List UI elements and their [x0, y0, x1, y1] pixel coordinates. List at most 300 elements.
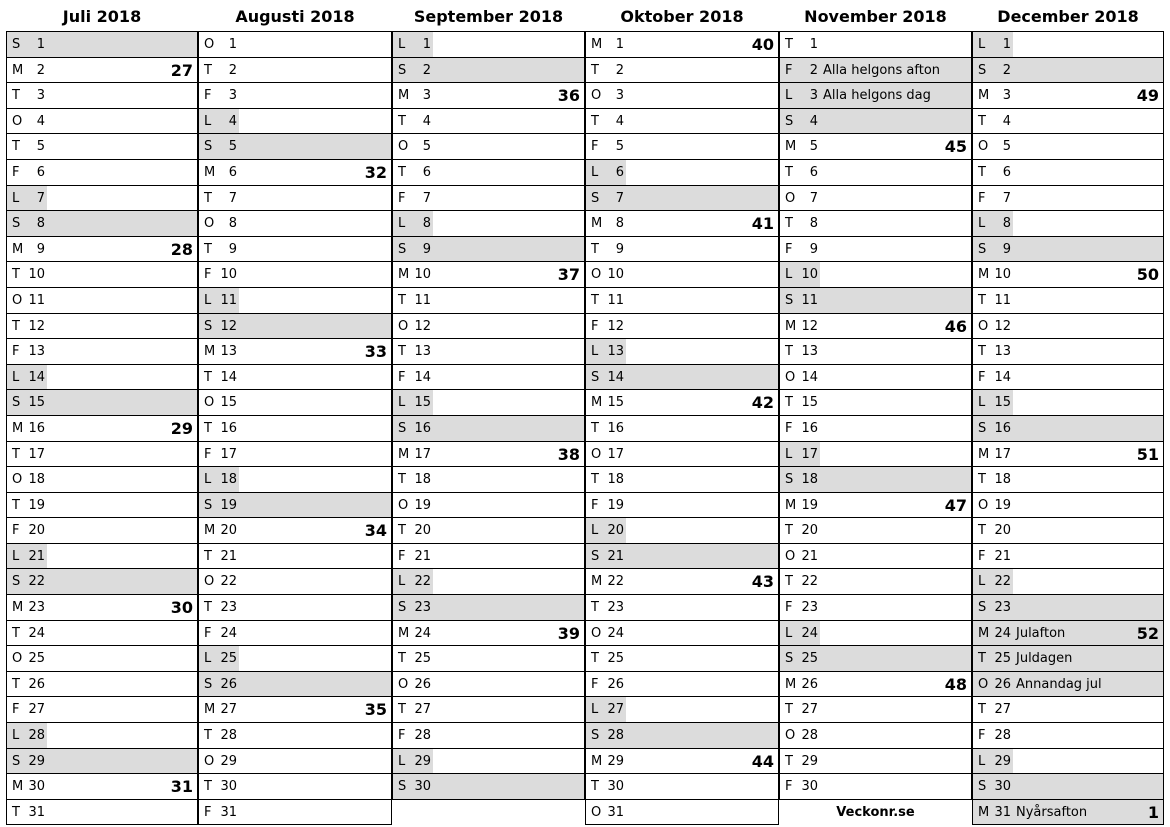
day-row	[586, 313, 778, 339]
sunday-shade	[626, 186, 778, 211]
day-number: 3	[422, 88, 431, 104]
day-number: 30	[414, 779, 431, 795]
day-number: 8	[228, 216, 237, 232]
weekday-letter: T	[204, 62, 212, 78]
day-row	[7, 159, 197, 185]
day-number: 20	[220, 523, 237, 539]
day-number: 25	[607, 651, 624, 667]
day-number: 1	[1002, 37, 1011, 52]
day-row	[393, 645, 584, 671]
day-number: 21	[607, 548, 624, 564]
day-number: 1	[422, 37, 431, 52]
day-row	[199, 415, 391, 441]
weekday-letter: S	[12, 395, 21, 411]
day-number: 4	[422, 113, 431, 129]
day-number: 1	[615, 37, 624, 52]
week-number: 52	[1136, 623, 1159, 643]
day-number: 28	[28, 728, 45, 744]
day-row	[586, 159, 778, 185]
day-number: 21	[414, 548, 431, 564]
day-row	[973, 82, 1163, 108]
day-row	[586, 210, 778, 236]
weekday-letter: T	[785, 344, 793, 360]
week-number: 33	[364, 342, 387, 362]
weekday-letter: M	[978, 804, 990, 820]
sunday-shade	[1013, 237, 1163, 262]
weekday-letter: M	[785, 676, 797, 692]
weekday-letter: F	[785, 779, 793, 795]
day-number: 24	[801, 625, 818, 641]
weekday-letter: T	[591, 62, 599, 78]
day-row	[586, 543, 778, 569]
day-number: 10	[414, 267, 431, 283]
day-row	[780, 492, 971, 518]
day-row	[7, 722, 197, 748]
day-row	[973, 568, 1163, 594]
sunday-shade	[626, 365, 778, 390]
week-number: 50	[1136, 265, 1159, 285]
sunday-shade	[433, 58, 584, 83]
weekday-letter: S	[12, 216, 21, 232]
sunday-shade	[626, 544, 778, 569]
day-row	[780, 133, 971, 159]
weekday-letter: M	[978, 267, 990, 283]
day-number: 9	[228, 241, 237, 257]
day-row	[973, 185, 1163, 211]
day-number: 25	[994, 651, 1011, 667]
day-number: 14	[994, 369, 1011, 385]
day-row	[7, 338, 197, 364]
day-number: 13	[220, 344, 237, 360]
day-row	[973, 748, 1163, 774]
weekday-letter: F	[591, 676, 599, 692]
day-number: 17	[801, 446, 818, 462]
day-row	[7, 185, 197, 211]
weekday-letter: O	[785, 190, 796, 206]
day-row	[199, 492, 391, 518]
week-number: 42	[751, 393, 774, 413]
weekday-letter: M	[204, 164, 216, 180]
weekday-letter: L	[12, 190, 20, 206]
weekday-letter: L	[398, 574, 406, 590]
day-row	[586, 645, 778, 671]
week-number: 45	[944, 137, 967, 157]
sunday-shade	[47, 569, 197, 594]
weekday-letter: S	[978, 420, 987, 436]
weekday-letter: M	[12, 62, 24, 78]
day-row	[393, 31, 584, 57]
day-number: 27	[28, 702, 45, 718]
day-row	[586, 185, 778, 211]
sunday-shade	[47, 32, 197, 57]
day-number: 6	[36, 164, 45, 180]
day-number: 9	[36, 241, 45, 257]
month-title: December 2018	[997, 7, 1139, 26]
weekday-letter: O	[978, 139, 989, 155]
week-number: 27	[170, 60, 193, 80]
weekday-letter: T	[591, 651, 599, 667]
day-number: 14	[414, 369, 431, 385]
day-list	[972, 31, 1164, 825]
day-row	[7, 620, 197, 646]
day-number: 13	[414, 344, 431, 360]
day-number: 19	[607, 497, 624, 513]
day-row	[780, 671, 971, 697]
day-number: 25	[414, 651, 431, 667]
day-row	[586, 620, 778, 646]
weekday-letter: S	[591, 548, 600, 564]
sunday-shade	[433, 237, 584, 262]
day-row	[973, 338, 1163, 364]
weekday-letter: L	[591, 523, 599, 539]
day-number: 13	[801, 344, 818, 360]
day-row	[586, 492, 778, 518]
day-row	[7, 645, 197, 671]
day-number: 17	[28, 446, 45, 462]
day-number: 14	[28, 369, 45, 385]
day-row	[586, 671, 778, 697]
day-row	[586, 261, 778, 287]
day-number: 30	[28, 779, 45, 795]
day-number: 3	[228, 88, 237, 104]
day-number: 16	[994, 420, 1011, 436]
weekday-letter: F	[12, 702, 20, 718]
day-row	[199, 159, 391, 185]
day-number: 11	[994, 292, 1011, 308]
day-row	[780, 773, 971, 799]
day-row	[973, 415, 1163, 441]
weekday-letter: L	[12, 728, 20, 744]
weekday-letter: T	[204, 420, 212, 436]
weekday-letter: F	[12, 164, 20, 180]
day-row	[199, 799, 391, 825]
weekday-letter: T	[12, 625, 20, 641]
weekday-letter: O	[12, 113, 23, 129]
weekday-letter: F	[785, 62, 793, 78]
day-row	[780, 82, 971, 108]
sunday-shade	[239, 493, 391, 518]
day-number: 5	[36, 139, 45, 155]
weekday-letter: T	[12, 88, 20, 104]
day-row	[393, 364, 584, 390]
day-number: 17	[414, 446, 431, 462]
day-row	[7, 671, 197, 697]
weekday-letter: L	[978, 37, 986, 52]
day-row	[780, 517, 971, 543]
day-number: 9	[615, 241, 624, 257]
sunday-shade	[820, 109, 971, 134]
day-number: 22	[801, 574, 818, 590]
day-number: 17	[994, 446, 1011, 462]
weekday-letter: S	[785, 292, 794, 308]
day-number: 20	[994, 523, 1011, 539]
sunday-shade	[433, 416, 584, 441]
day-number: 12	[28, 318, 45, 334]
weekday-letter: L	[398, 395, 406, 411]
weekday-letter: O	[204, 37, 215, 52]
weekday-letter: T	[785, 216, 793, 232]
day-number: 5	[615, 139, 624, 155]
day-number: 26	[28, 676, 45, 692]
day-number: 12	[607, 318, 624, 334]
weekday-letter: F	[204, 446, 212, 462]
weekday-letter: O	[398, 139, 409, 155]
day-row	[780, 645, 971, 671]
weekday-letter: T	[978, 702, 986, 718]
week-number: 31	[170, 777, 193, 797]
weekday-letter: O	[398, 676, 409, 692]
sunday-shade	[47, 749, 197, 774]
day-number: 29	[994, 753, 1011, 769]
weekday-letter: F	[785, 241, 793, 257]
weekday-letter: T	[978, 344, 986, 360]
day-number: 29	[414, 753, 431, 769]
day-number: 30	[607, 779, 624, 795]
day-row	[199, 236, 391, 262]
weekday-letter: S	[204, 676, 213, 692]
day-number: 5	[809, 139, 818, 155]
day-number: 6	[615, 164, 624, 180]
weekday-letter: F	[398, 190, 406, 206]
day-row	[199, 82, 391, 108]
weekday-letter: L	[785, 446, 793, 462]
day-row	[199, 261, 391, 287]
weekday-letter: T	[204, 241, 212, 257]
weekday-letter: L	[978, 753, 986, 769]
week-number: 43	[751, 572, 774, 592]
day-row	[393, 441, 584, 467]
weekday-letter: S	[398, 420, 407, 436]
weekday-letter: M	[978, 446, 990, 462]
sunday-shade	[820, 288, 971, 313]
day-number: 23	[994, 600, 1011, 616]
day-list	[6, 31, 198, 825]
day-row	[973, 159, 1163, 185]
day-row	[973, 620, 1163, 646]
day-number: 23	[801, 600, 818, 616]
day-number: 26	[220, 676, 237, 692]
weekday-letter: L	[12, 369, 20, 385]
weekday-letter: T	[591, 241, 599, 257]
weekday-letter: O	[978, 676, 989, 692]
day-row	[973, 696, 1163, 722]
weekday-letter: L	[591, 344, 599, 360]
day-row	[393, 722, 584, 748]
day-row	[393, 492, 584, 518]
day-number: 23	[414, 600, 431, 616]
day-row	[586, 236, 778, 262]
day-number: 15	[607, 395, 624, 411]
day-number: 29	[607, 753, 624, 769]
day-number: 27	[801, 702, 818, 718]
sunday-shade	[1013, 774, 1163, 799]
day-number: 20	[414, 523, 431, 539]
weekday-letter: S	[204, 139, 213, 155]
weekday-letter: M	[591, 216, 603, 232]
day-number: 6	[228, 164, 237, 180]
day-row	[393, 748, 584, 774]
weekday-letter: F	[785, 600, 793, 616]
day-row	[586, 338, 778, 364]
sunday-shade	[47, 211, 197, 236]
day-number: 1	[36, 37, 45, 52]
month-title: Oktober 2018	[620, 7, 744, 26]
day-number: 15	[994, 395, 1011, 411]
weekday-letter: M	[398, 88, 410, 104]
weekday-letter: M	[398, 446, 410, 462]
day-number: 20	[28, 523, 45, 539]
day-number: 22	[28, 574, 45, 590]
day-number: 26	[414, 676, 431, 692]
holiday-name: Annandag jul	[1016, 676, 1102, 692]
day-number: 18	[414, 472, 431, 488]
day-row	[199, 594, 391, 620]
day-row	[586, 722, 778, 748]
day-number: 29	[28, 753, 45, 769]
day-number: 18	[28, 472, 45, 488]
day-number: 2	[36, 62, 45, 78]
day-number: 4	[1002, 113, 1011, 129]
day-number: 16	[28, 420, 45, 436]
day-number: 11	[220, 292, 237, 308]
day-number: 7	[1002, 190, 1011, 206]
day-number: 22	[220, 574, 237, 590]
weekday-letter: O	[204, 216, 215, 232]
day-row	[393, 287, 584, 313]
day-number: 30	[220, 779, 237, 795]
week-number: 37	[557, 265, 580, 285]
day-row	[780, 261, 971, 287]
day-row	[586, 82, 778, 108]
weekday-letter: O	[591, 446, 602, 462]
day-row	[7, 313, 197, 339]
week-number: 49	[1136, 86, 1159, 106]
day-number: 2	[809, 62, 818, 78]
day-row	[586, 748, 778, 774]
day-row	[393, 185, 584, 211]
weekday-letter: O	[12, 472, 23, 488]
week-number: 44	[751, 751, 774, 771]
week-number: 28	[170, 239, 193, 259]
weekday-letter: O	[398, 497, 409, 513]
day-row	[586, 133, 778, 159]
weekday-letter: T	[12, 446, 20, 462]
day-row	[780, 159, 971, 185]
day-row	[199, 441, 391, 467]
day-number: 25	[220, 651, 237, 667]
day-row	[199, 620, 391, 646]
weekday-letter: S	[785, 651, 794, 667]
day-row	[586, 57, 778, 83]
day-number: 12	[801, 318, 818, 334]
day-number: 19	[994, 497, 1011, 513]
day-number: 24	[607, 625, 624, 641]
week-number: 40	[751, 35, 774, 54]
day-number: 23	[220, 600, 237, 616]
weekday-letter: L	[785, 625, 793, 641]
day-row	[973, 364, 1163, 390]
day-row	[393, 210, 584, 236]
weekday-letter: T	[785, 753, 793, 769]
weekday-letter: F	[204, 625, 212, 641]
day-number: 29	[801, 753, 818, 769]
weekday-letter: L	[591, 702, 599, 718]
weekday-letter: M	[12, 600, 24, 616]
day-number: 18	[220, 472, 237, 488]
day-number: 16	[414, 420, 431, 436]
day-row	[7, 364, 197, 390]
day-number: 24	[414, 625, 431, 641]
day-row	[7, 57, 197, 83]
weekday-letter: M	[591, 395, 603, 411]
day-row	[586, 415, 778, 441]
day-row	[973, 722, 1163, 748]
day-row	[7, 568, 197, 594]
day-number: 13	[607, 344, 624, 360]
day-row	[7, 236, 197, 262]
day-number: 17	[220, 446, 237, 462]
weekday-letter: F	[978, 548, 986, 564]
day-row	[199, 517, 391, 543]
day-number: 22	[607, 574, 624, 590]
weekday-letter: T	[398, 292, 406, 308]
day-number: 14	[220, 369, 237, 385]
weekday-letter: F	[12, 344, 20, 360]
weekday-letter: M	[591, 37, 603, 52]
day-number: 22	[414, 574, 431, 590]
day-row	[586, 594, 778, 620]
day-row	[199, 364, 391, 390]
weekday-letter: M	[978, 625, 990, 641]
day-list	[198, 31, 392, 825]
week-number: 38	[557, 444, 580, 464]
weekday-letter: O	[978, 497, 989, 513]
day-row	[973, 108, 1163, 134]
day-row	[393, 466, 584, 492]
weekday-letter: T	[12, 676, 20, 692]
day-row	[780, 696, 971, 722]
day-row	[393, 415, 584, 441]
weekday-letter: O	[591, 625, 602, 641]
day-row	[973, 492, 1163, 518]
week-number: 47	[944, 495, 967, 515]
weekday-letter: L	[12, 548, 20, 564]
weekday-letter: L	[978, 395, 986, 411]
weekday-letter: F	[398, 728, 406, 744]
weekday-letter: F	[978, 190, 986, 206]
weekday-letter: M	[398, 625, 410, 641]
sunday-shade	[239, 314, 391, 339]
day-row	[393, 568, 584, 594]
day-row	[393, 57, 584, 83]
month-title: September 2018	[413, 7, 564, 26]
weekday-letter: T	[12, 139, 20, 155]
weekday-letter: T	[204, 548, 212, 564]
day-row	[586, 389, 778, 415]
day-row	[780, 722, 971, 748]
day-row	[199, 748, 391, 774]
day-number: 20	[801, 523, 818, 539]
day-row	[199, 108, 391, 134]
day-row	[973, 133, 1163, 159]
week-number: 36	[557, 86, 580, 106]
day-number: 3	[615, 88, 624, 104]
day-number: 1	[809, 37, 818, 52]
day-number: 11	[607, 292, 624, 308]
weekday-letter: L	[204, 292, 212, 308]
day-row	[7, 108, 197, 134]
day-row	[199, 722, 391, 748]
